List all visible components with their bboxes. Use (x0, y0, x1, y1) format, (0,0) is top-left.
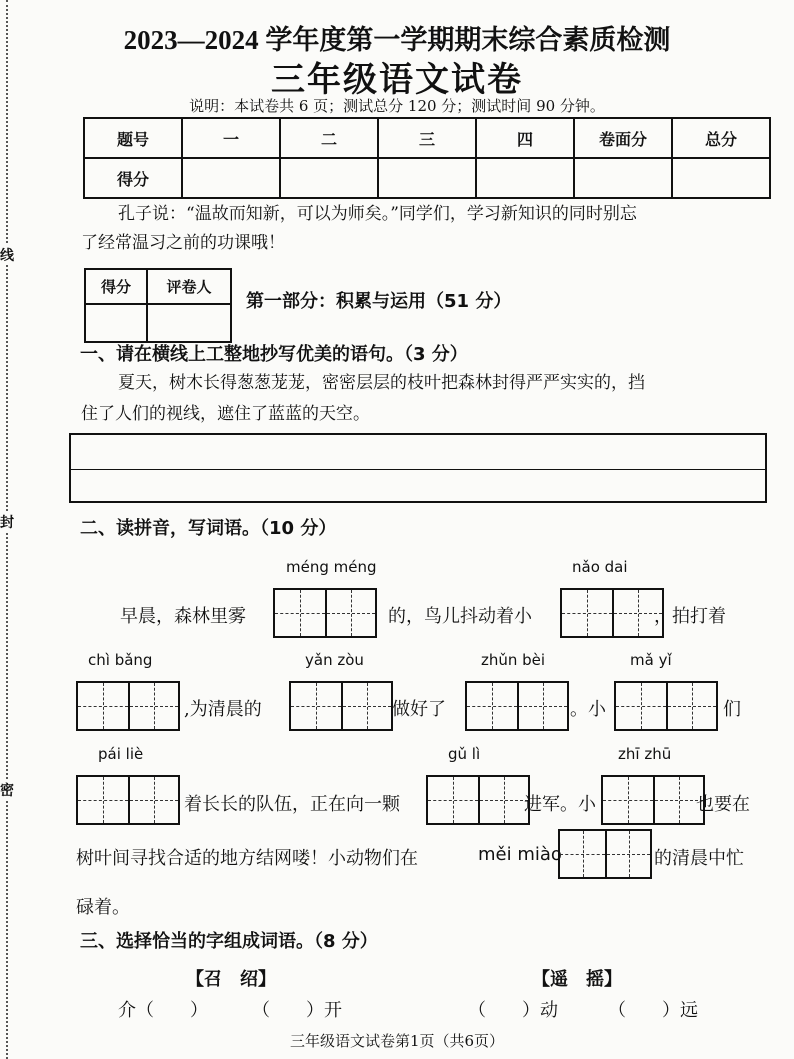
pinyin-yanzou: yǎn zòu (305, 651, 364, 669)
q3-item-4[interactable]: （ ）远 (608, 1000, 698, 1021)
q2-sentence-3a: 着长长的队伍，正在向一颗 (184, 794, 400, 815)
page-footer: 三年级语文试卷第1页（共6页） (289, 1032, 505, 1050)
answer-grid-zhizhu[interactable] (601, 775, 705, 825)
q3-group-yao: 【遥 摇】 (532, 969, 622, 990)
q3-item-3[interactable]: （ ）动 (468, 1000, 558, 1021)
answer-grid-zhunbei[interactable] (465, 681, 569, 731)
score-header-cell: 卷面分 (574, 118, 672, 158)
score-header-cell: 总分 (672, 118, 770, 158)
q2-sentence-4a: 树叶间寻找合适的地方结网喽！小动物们在 (76, 848, 418, 869)
margin-char-feng: 封 (0, 512, 14, 532)
q2-sentence-3c: 也要在 (696, 794, 750, 815)
answer-grid-pailie[interactable] (76, 775, 180, 825)
answer-grid-chibang[interactable] (76, 681, 180, 731)
q3-title: 三、选择恰当的字组成词语。（8 分） (80, 931, 378, 952)
score-cell[interactable] (182, 158, 280, 198)
copy-box-divider (71, 469, 765, 470)
q3-item-2[interactable]: （ ）开 (252, 1000, 342, 1021)
q2-sentence-2d: 们 (723, 699, 741, 720)
answer-grid-guli[interactable] (426, 775, 530, 825)
grader-name-label: 评卷人 (147, 269, 231, 304)
score-header-cell: 三 (378, 118, 476, 158)
pinyin-zhizhu: zhī zhū (618, 745, 672, 763)
pinyin-pailie: pái liè (98, 745, 144, 763)
pinyin-meimiao: měi miào (478, 844, 562, 865)
q2-sentence-1a: 早晨，森林里雾 (120, 606, 246, 627)
answer-grid-meimiao[interactable] (558, 829, 652, 879)
q2-sentence-1b: 的，鸟儿抖动着小 (388, 606, 532, 627)
exam-subtitle: 三年级语文试卷 (271, 60, 523, 100)
q3-group-zhao: 【召 绍】 (186, 969, 276, 990)
q1-title: 一、请在横线上工整地抄写优美的语句。（3 分） (80, 344, 468, 365)
grader-score-cell[interactable] (85, 304, 147, 342)
q2-sentence-2c: 。小 (570, 699, 606, 720)
q1-copy-box[interactable] (69, 433, 767, 503)
answer-grid-mayi[interactable] (614, 681, 718, 731)
score-table-score-row (84, 158, 770, 198)
q2-sentence-1c: ，拍打着 (654, 606, 726, 627)
score-cell[interactable] (378, 158, 476, 198)
score-cell[interactable] (280, 158, 378, 198)
score-header-cell: 题号 (84, 118, 182, 158)
margin-char-mi: 密 (0, 780, 14, 800)
q3-item-1[interactable]: 介（ ） (118, 1000, 208, 1021)
grader-table (84, 268, 232, 343)
margin-char-xian: 线 (0, 245, 14, 265)
q2-sentence-5: 碌着。 (76, 897, 130, 918)
pinyin-mayi: mǎ yǐ (630, 651, 672, 669)
q2-sentence-2b: 做好了 (392, 699, 446, 720)
pinyin-chibang: chì bǎng (88, 651, 153, 669)
score-header-cell: 一 (182, 118, 280, 158)
score-table (83, 117, 771, 199)
grader-score-label: 得分 (85, 269, 147, 304)
answer-grid-naodai[interactable] (560, 588, 664, 638)
intro-line-2: 了经常温习之前的功课哦！ (81, 233, 285, 253)
pinyin-mengmeng: méng méng (286, 558, 377, 576)
part1-title: 第一部分：积累与运用（51 分） (246, 291, 512, 312)
q2-sentence-2a: ,为清晨的 (184, 699, 262, 720)
score-header-cell: 二 (280, 118, 378, 158)
score-header-cell: 四 (476, 118, 574, 158)
q2-sentence-3b: 进军。小 (524, 794, 596, 815)
score-cell[interactable] (476, 158, 574, 198)
score-row-label: 得分 (84, 158, 182, 198)
q1-passage-line-1: 夏天，树木长得葱葱茏茏，密密层层的枝叶把森林封得严严实实的，挡 (118, 373, 645, 393)
q1-passage-line-2: 住了人们的视线，遮住了蓝蓝的天空。 (81, 404, 370, 424)
answer-grid-yanzou[interactable] (289, 681, 393, 731)
answer-grid-mengmeng[interactable] (273, 588, 377, 638)
q2-sentence-4b: 的清晨中忙 (654, 848, 744, 869)
pinyin-zhunbei: zhǔn bèi (481, 651, 546, 669)
intro-line-1: 孔子说：“温故而知新，可以为师矣。”同学们，学习新知识的同时别忘 (118, 204, 637, 224)
pinyin-guli: gǔ lì (448, 745, 481, 763)
score-cell[interactable] (574, 158, 672, 198)
score-table-header-row (84, 118, 770, 158)
q2-title: 二、读拼音，写词语。（10 分） (80, 518, 337, 539)
pinyin-naodai: nǎo dai (572, 558, 628, 576)
exam-title: 2023—2024 学年度第一学期期末综合素质检测 (123, 25, 671, 55)
exam-instructions: 说明：本试卷共 6 页；测试总分 120 分；测试时间 90 分钟。 (189, 97, 605, 115)
score-cell[interactable] (672, 158, 770, 198)
grader-name-cell[interactable] (147, 304, 231, 342)
